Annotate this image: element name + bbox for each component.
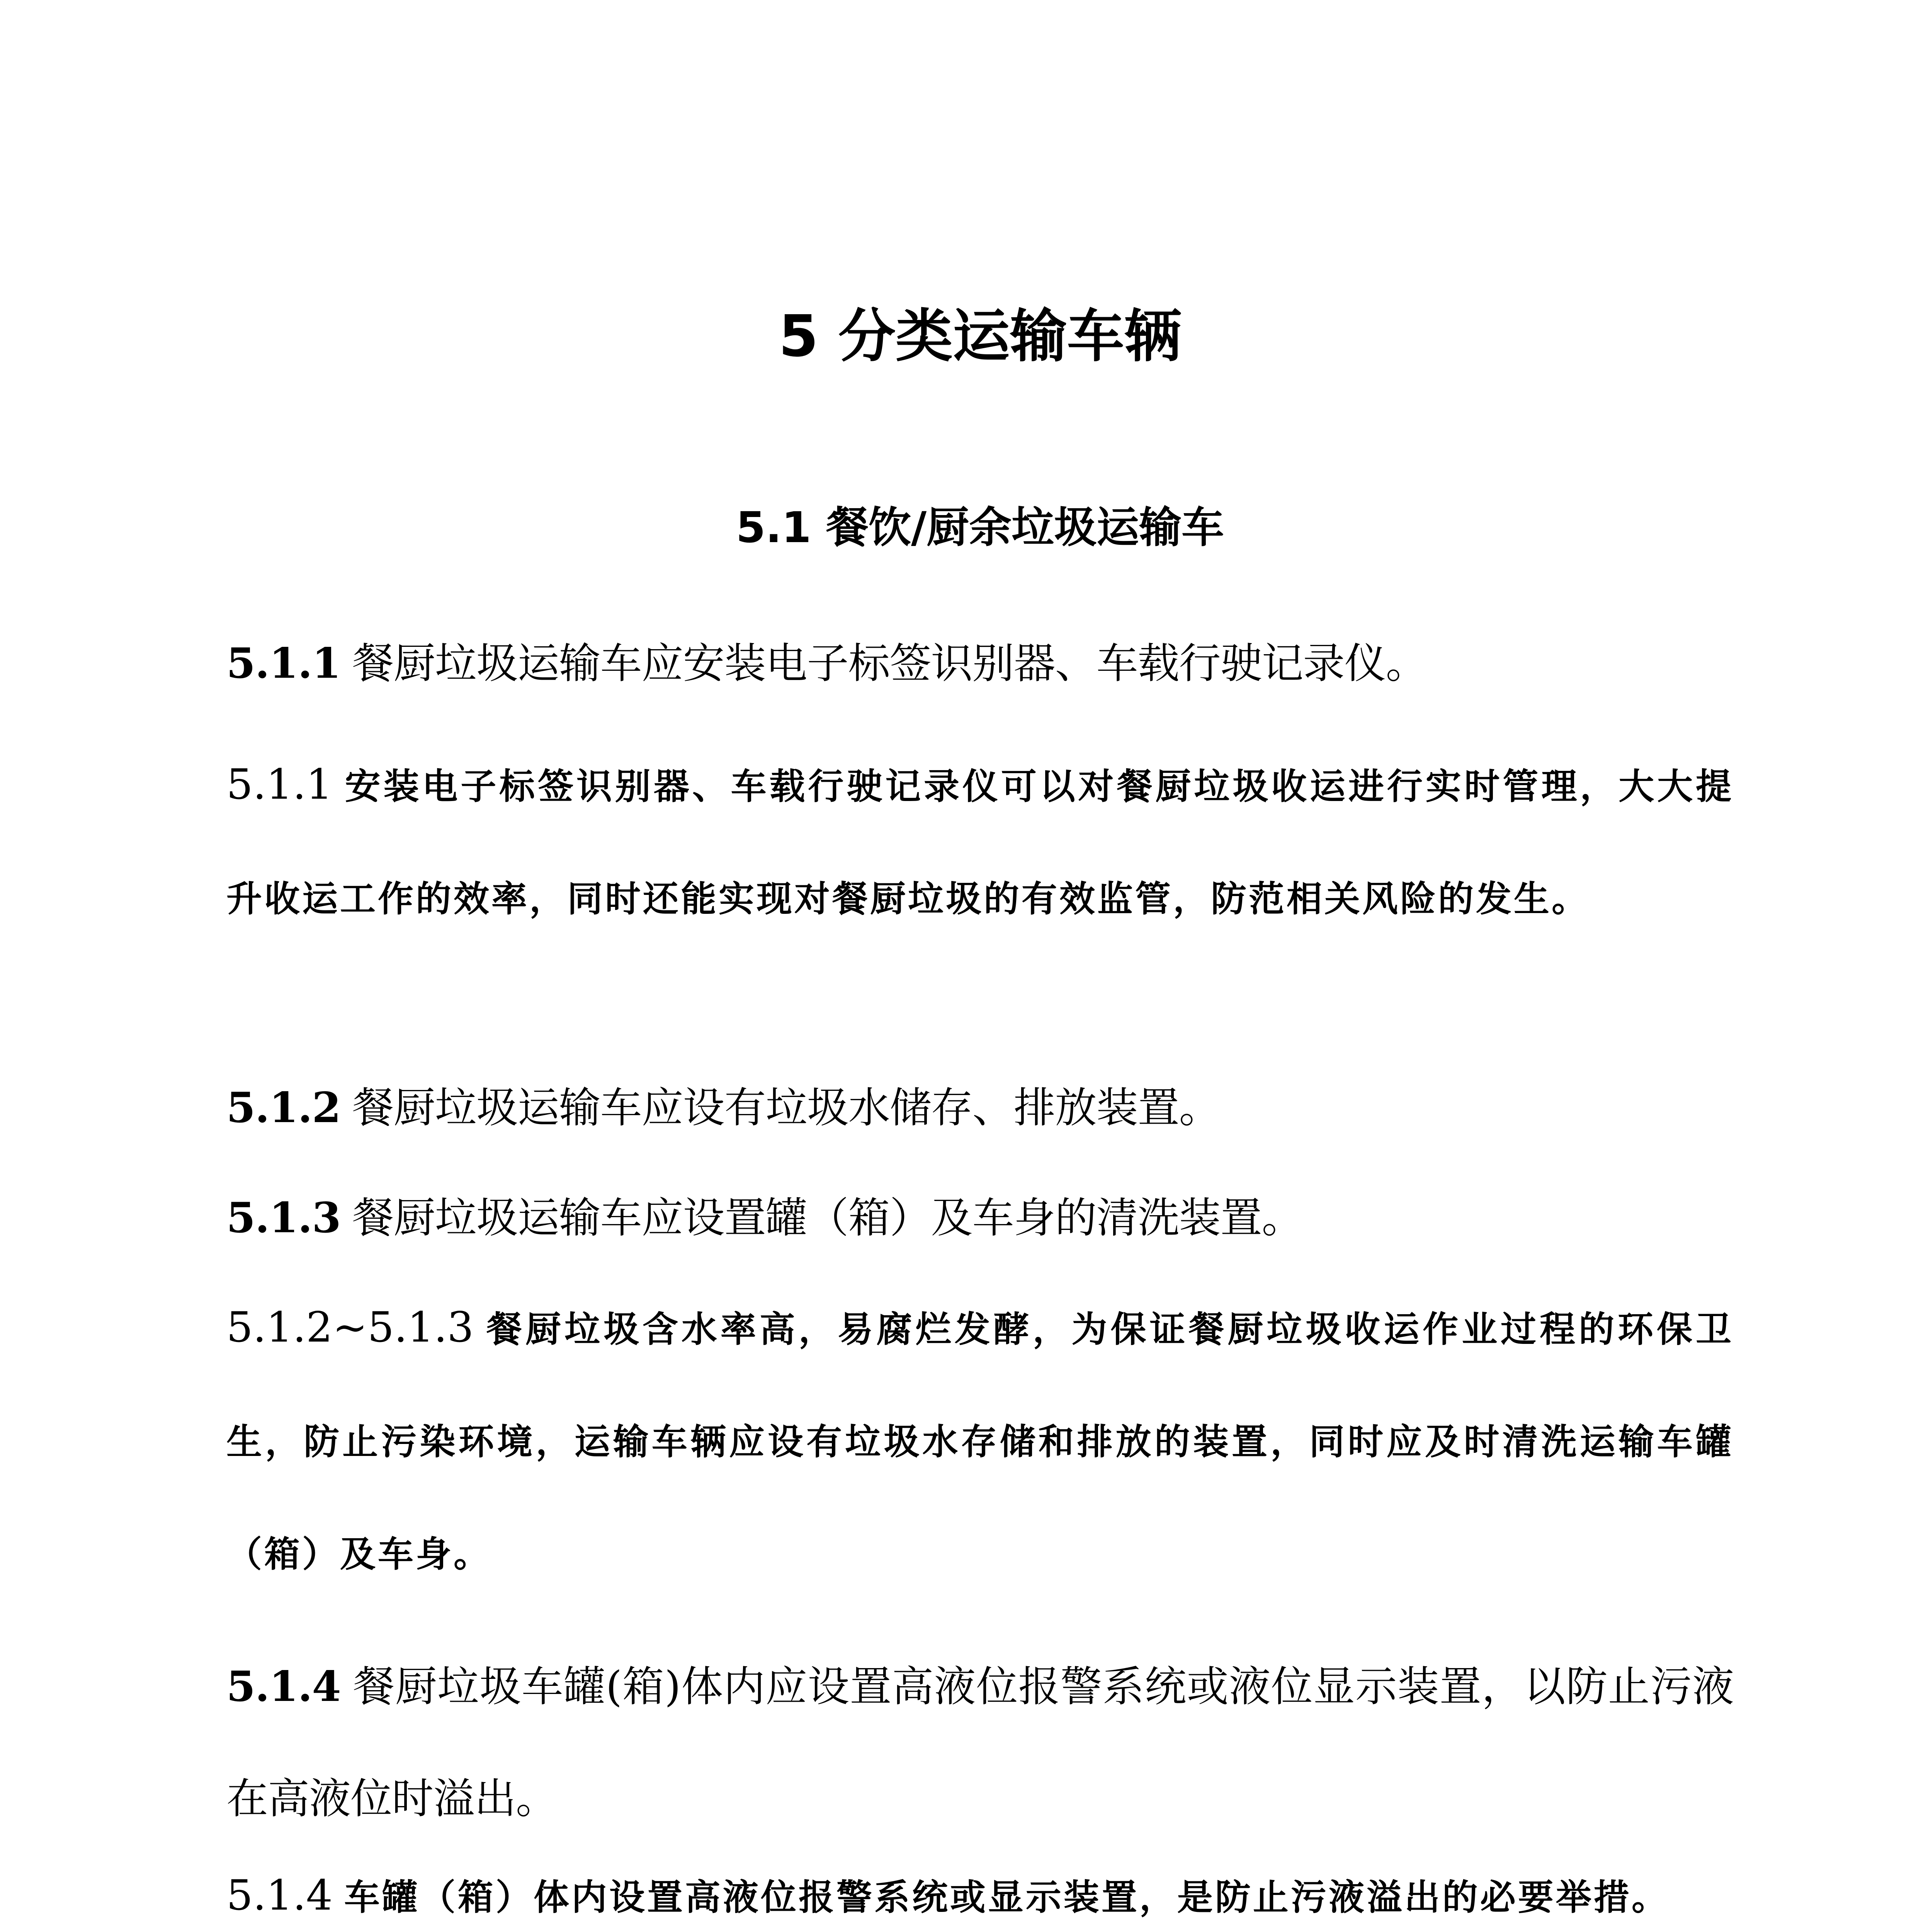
explanation-text: 餐厨垃圾含水率高，易腐烂发酵，为保证餐厨垃圾收运作业过程的环保卫生，防止污染环境，运输车辆应设有垃圾水存储和排放的装置，同时应及时清洗运输车罐（箱）及车身。 — [226, 1309, 1734, 1575]
clause-5-1-3 — [226, 1192, 1734, 1244]
explanation-5-1-2-5-1-3 — [226, 1271, 1734, 1611]
clause-text: 餐厨垃圾运输车应安装电子标签识别器、车载行驶记录仪。 — [352, 639, 1427, 688]
clause-number: 5.1.1 — [226, 639, 341, 688]
explanation-text: 车罐（箱）体内设置高液位报警系统或显示装置，是防止污液溢出的必要举措。 — [344, 1877, 1669, 1918]
explanation-number: 5.1.2~5.1.3 — [226, 1303, 474, 1352]
clause-number: 5.1.4 — [226, 1662, 341, 1711]
chapter-title: 5 分类运输车辆 — [779, 303, 1182, 369]
explanation-text: 安装电子标签识别器、车载行驶记录仪可以对餐厨垃圾收运进行实时管理，大大提升收运工作的效率，同时还能实现对餐厨垃圾的有效监管，防范相关风险的发生。 — [226, 766, 1734, 920]
clause-5-1-4 — [226, 1631, 1734, 1855]
explanation-5-1-1 — [226, 728, 1734, 955]
clause-5-1-2 — [226, 1082, 1734, 1134]
clause-number: 5.1.3 — [226, 1194, 341, 1242]
clause-text: 餐厨垃圾车罐(箱)体内应设置高液位报警系统或液位显示装置，以防止污液在高液位时溢出。 — [226, 1663, 1734, 1823]
clause-number: 5.1.2 — [226, 1083, 341, 1132]
explanation-5-1-4 — [226, 1839, 1734, 1932]
section-title: 5.1 餐饮/厨余垃圾运输车 — [736, 503, 1224, 552]
clause-text: 餐厨垃圾运输车应设置罐（箱）及车身的清洗装置。 — [352, 1194, 1303, 1242]
clause-text: 餐厨垃圾运输车应设有垃圾水储存、排放装置。 — [352, 1084, 1221, 1132]
explanation-number: 5.1.4 — [226, 1871, 333, 1920]
clause-5-1-1 — [226, 638, 1734, 690]
explanation-number: 5.1.1 — [226, 760, 333, 809]
